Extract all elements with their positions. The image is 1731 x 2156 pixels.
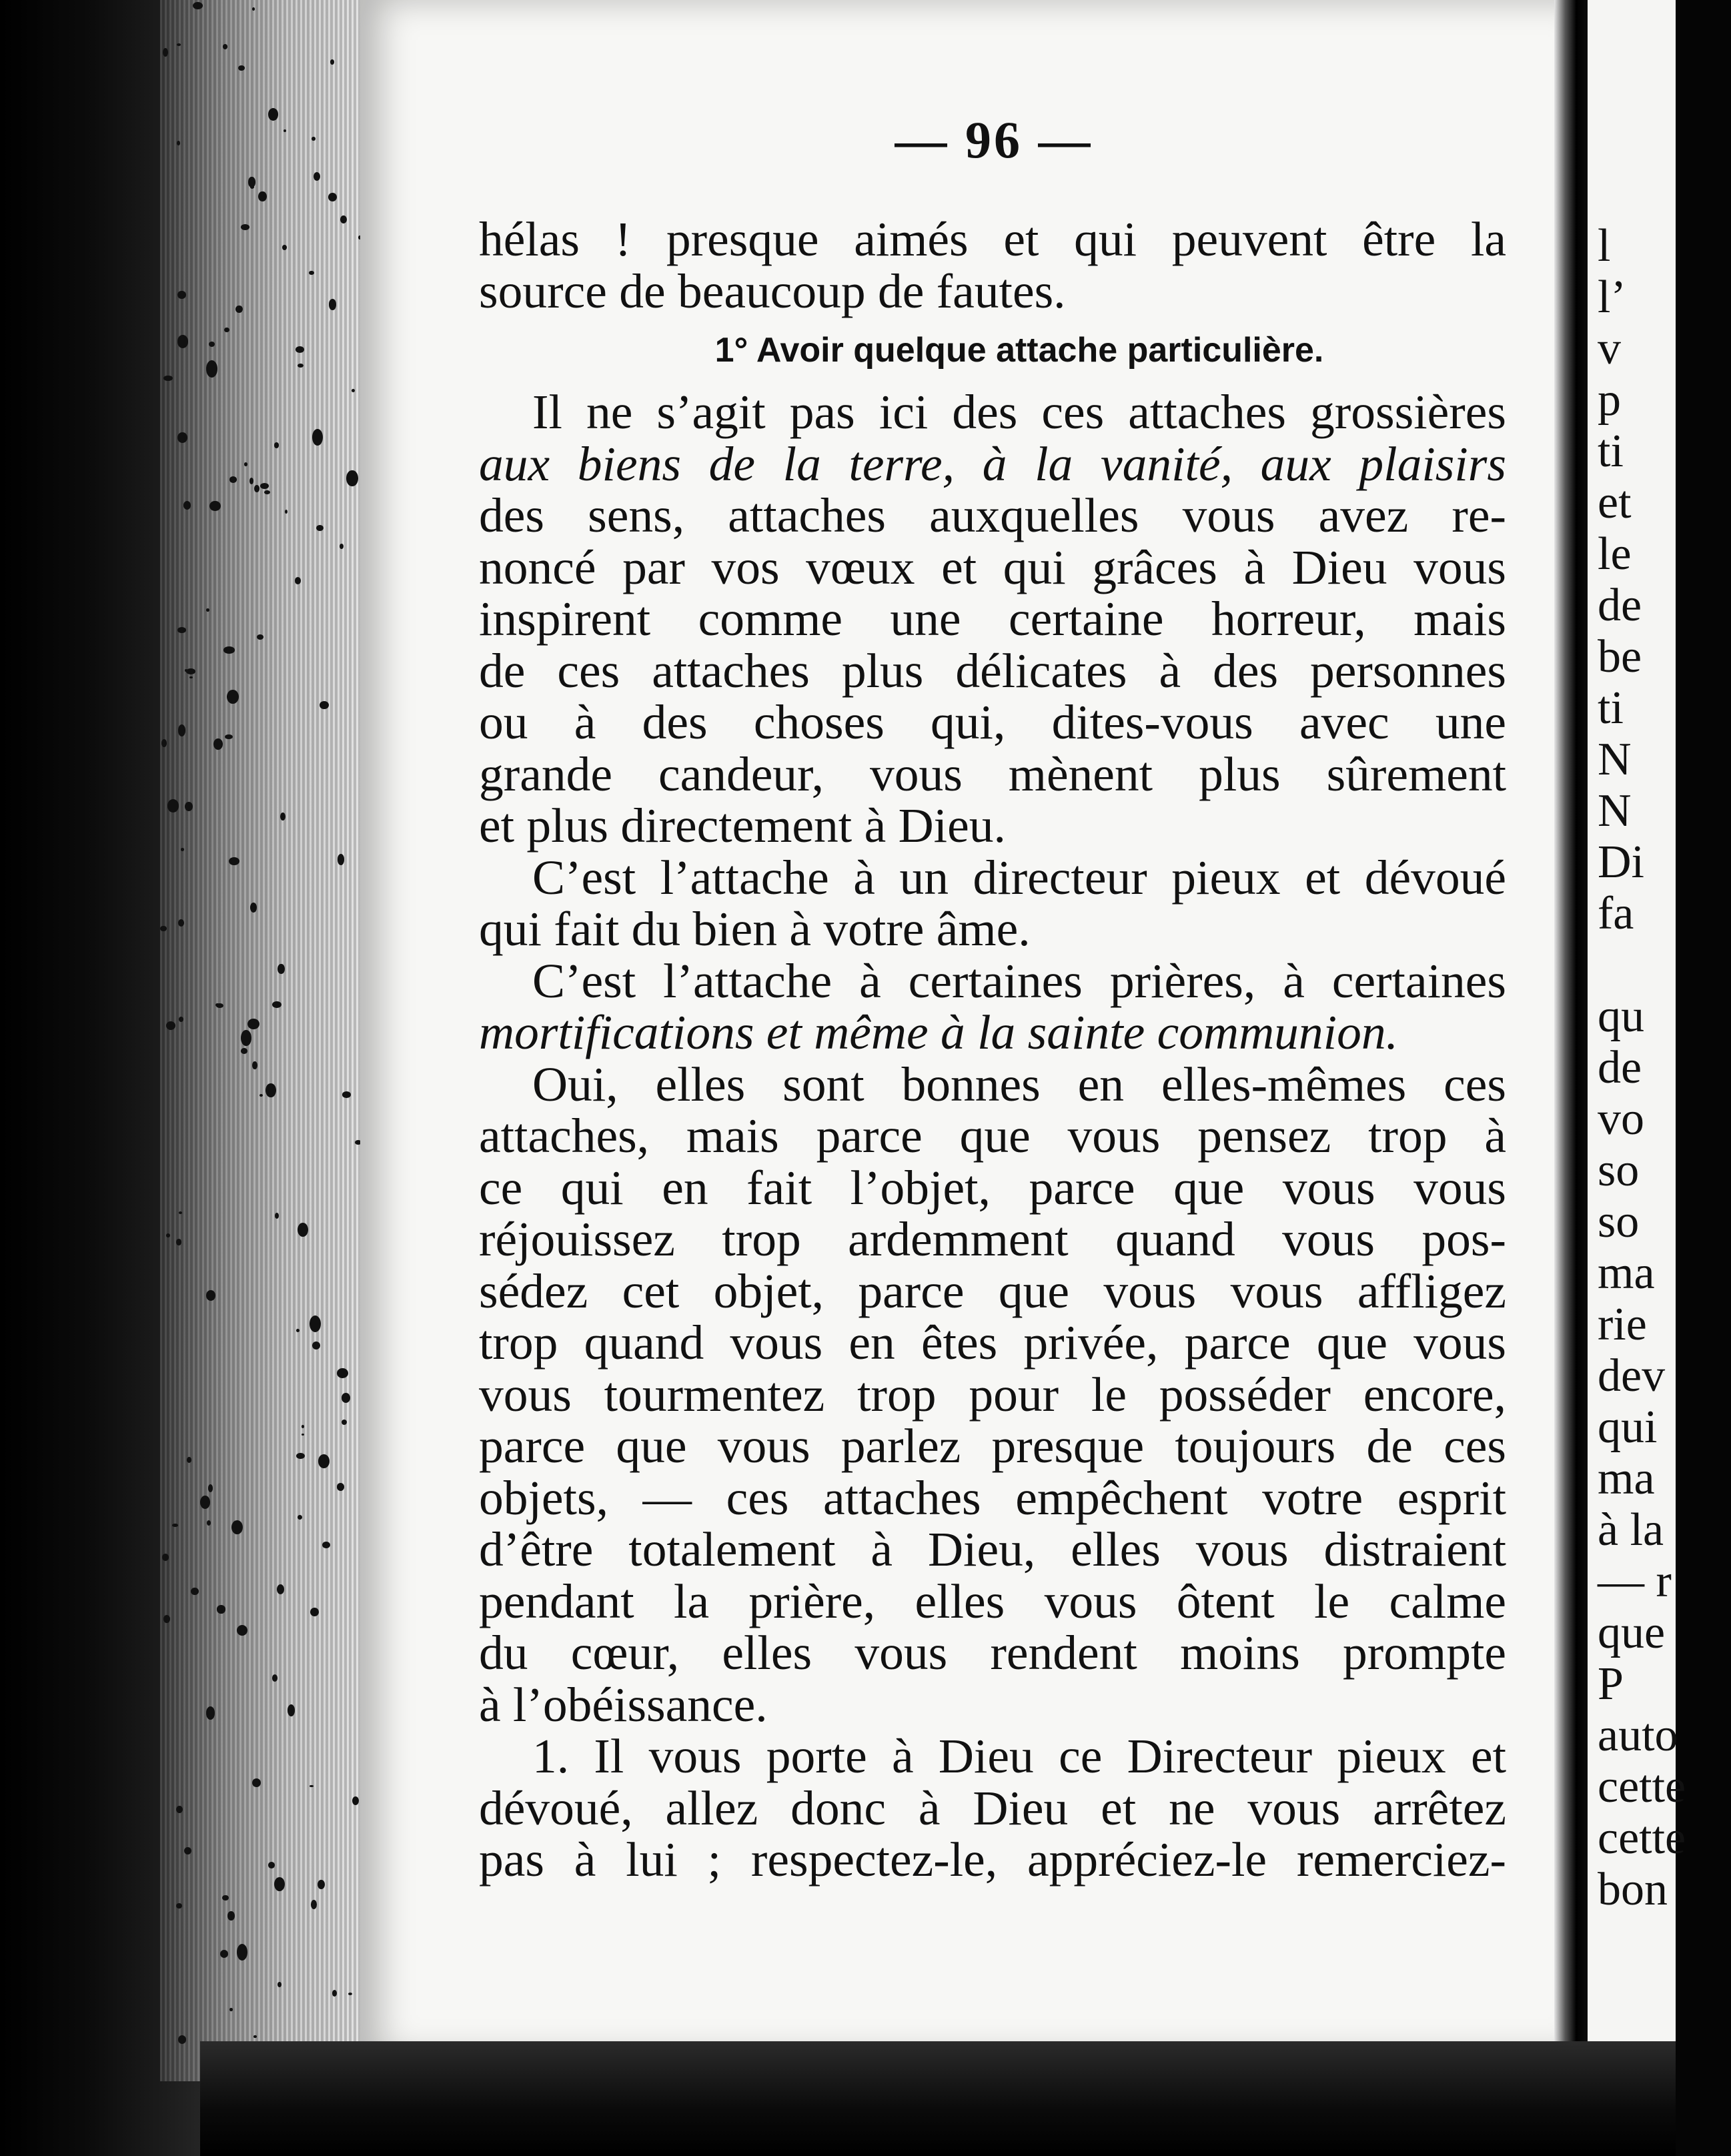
page-speck [274, 442, 279, 448]
page-speck [209, 342, 215, 347]
page-speck [302, 1434, 304, 1436]
page-speck [172, 1524, 178, 1527]
page-speck [272, 1001, 281, 1008]
page-speck [296, 1453, 304, 1459]
paragraph-directeur [479, 852, 1506, 955]
page-speck [302, 1425, 304, 1428]
page-speck [254, 485, 259, 492]
facing-page-fragment: l’ [1598, 272, 1626, 323]
page-speck [215, 1003, 219, 1007]
page-speck [231, 1520, 242, 1534]
page-speck [257, 634, 263, 640]
text-line: C’est l’attache à un directeur pieux et dévoué [532, 850, 1506, 905]
text-line: C’est l’attache à certaines prières, à certaines [532, 953, 1506, 1008]
page-speck [187, 1457, 192, 1463]
page-speck [318, 1880, 325, 1889]
page-speck [178, 2035, 186, 2044]
page-speck [337, 1483, 344, 1491]
page-speck [260, 483, 269, 489]
text-line: inspirent comme une certaine horreur, mais [479, 592, 1506, 646]
page-speck [179, 1017, 184, 1022]
text-line: dévoué, allez donc à Dieu et ne vous arrêtez [479, 1780, 1506, 1835]
page-speck [328, 193, 337, 201]
page-speck [268, 108, 278, 121]
page-bottom-edge [200, 2041, 1676, 2156]
page-speck [298, 1223, 308, 1237]
facing-page-fragment: rie [1598, 1299, 1647, 1350]
text-line: ce qui en fait l’objet, parce que vous vous [479, 1160, 1506, 1215]
page-fold [1554, 0, 1591, 2156]
text-line: sédez cet objet, parce que vous vous affligez [479, 1263, 1506, 1318]
page-speck [206, 1706, 215, 1719]
text-line: pas à lui ; respectez-le, appréciez-le remerciez- [479, 1832, 1506, 1886]
page-speck [283, 129, 286, 132]
page-speck [314, 172, 320, 181]
facing-page-fragment: bon [1598, 1864, 1668, 1915]
text-line: 1. Il vous porte à Dieu ce Directeur pieux et [532, 1729, 1506, 1783]
facing-page-fragment: de [1598, 580, 1642, 631]
page-speck [340, 544, 344, 549]
page-speck [296, 1329, 300, 1332]
page-speck [295, 577, 302, 584]
paragraph-attaches [479, 386, 1506, 852]
page-speck [332, 1990, 338, 1997]
facing-page-fragment [1598, 939, 1731, 991]
page-speck [342, 1420, 347, 1425]
page-speck [247, 1019, 259, 1029]
page-speck [337, 1368, 348, 1379]
facing-page-fragment: v [1598, 323, 1621, 374]
page-speck [178, 724, 185, 736]
page-speck [259, 1094, 263, 1097]
page-speck [209, 501, 220, 512]
page-speck [222, 1895, 228, 1901]
page-speck [177, 141, 180, 146]
facing-page-fragment: be [1598, 631, 1642, 682]
text-line: Oui, elles sont bonnes en elles-mêmes ces [532, 1057, 1506, 1111]
facing-page-fragment: auto [1598, 1710, 1678, 1761]
page-speck [316, 525, 324, 531]
page-speck [229, 476, 237, 483]
page-edges [160, 0, 374, 2081]
facing-page-fragment: fa [1598, 888, 1634, 939]
text-line: d’être totalement à Dieu, elles vous distraient [479, 1522, 1506, 1576]
page-speck [179, 1211, 182, 1214]
page-speck [342, 1393, 350, 1403]
paragraph-oui [479, 1059, 1506, 1731]
page-speck [161, 739, 167, 747]
page-speck [274, 1877, 285, 1891]
page-speck [252, 1061, 257, 1069]
page-speck [340, 215, 347, 223]
page-speck [220, 1950, 229, 1958]
page-speck [167, 799, 179, 812]
page-speck [176, 1239, 182, 1245]
facing-page-fragment: à la [1598, 1504, 1664, 1556]
text-line: parce que vous parlez presque toujours de ces [479, 1419, 1506, 1473]
page-speck [206, 360, 218, 378]
page-speck [312, 137, 315, 141]
facing-page-fragment: ma [1598, 1247, 1655, 1299]
text-line: attaches, mais parce que vous pensez trop à [479, 1109, 1506, 1163]
paragraph-prieres [479, 955, 1506, 1059]
page-speck [310, 1608, 319, 1616]
text-line: pendant la prière, elles vous ôtent le calme [479, 1574, 1506, 1628]
page-speck [285, 510, 287, 514]
page-speck [177, 43, 181, 46]
page-speck [241, 224, 249, 230]
page-speck [253, 2035, 257, 2039]
page-speck [207, 1520, 211, 1526]
facing-page-fragment: ti [1598, 426, 1624, 477]
page-speck [208, 1484, 213, 1492]
page-speck [160, 926, 167, 931]
page-speck [296, 346, 304, 353]
facing-page-fragment: de [1598, 1042, 1642, 1093]
text-line: grande candeur, vous mènent plus sûrement [479, 746, 1506, 801]
page-speck [310, 1315, 321, 1332]
page-speck [178, 919, 184, 927]
page-speck [206, 608, 209, 612]
page-speck [322, 1542, 330, 1549]
text-line: hélas ! presque aimés et qui peuvent être la [479, 212, 1506, 266]
page-speck [298, 1515, 302, 1520]
page-speck [310, 1785, 314, 1788]
page-speck [223, 646, 235, 653]
section-heading: 1° Avoir quelque attache particulière. [714, 331, 1324, 370]
text-line: ou à des choses qui, dites-vous avec une [479, 695, 1506, 749]
paragraph-numbered-1 [479, 1730, 1506, 1886]
page-speck [330, 59, 334, 65]
page-body [479, 213, 1506, 1886]
page-speck [181, 848, 185, 851]
text-line: réjouissez trop ardemment quand vous pos- [479, 1212, 1506, 1266]
facing-page-fragment: P [1598, 1658, 1624, 1710]
page-speck [352, 1796, 359, 1805]
page-speck [166, 1233, 171, 1237]
page-speck [184, 1847, 191, 1855]
page-speck [177, 291, 186, 299]
page-speck [311, 1900, 317, 1909]
text-line: trop quand vous en êtes privée, parce que vous [479, 1315, 1506, 1370]
page-speck [229, 857, 239, 865]
page-speck [277, 1982, 281, 1987]
page-speck [227, 690, 238, 704]
page-speck [163, 376, 172, 381]
page-speck [338, 854, 344, 865]
page-speck [223, 44, 227, 49]
page-speck [272, 1674, 278, 1682]
facing-page-fragment: que [1598, 1607, 1666, 1658]
facing-page-text [1598, 220, 1731, 1915]
page-speck [177, 627, 186, 633]
page-speck [217, 1605, 225, 1613]
page-speck [177, 432, 187, 442]
page-speck [241, 1030, 251, 1046]
page-speck [287, 1704, 296, 1716]
page-speck [189, 676, 193, 679]
page-speck [193, 2, 203, 9]
text-line: mortifications et même à la sainte communion. [479, 1005, 1398, 1059]
page-speck [177, 335, 189, 348]
page-speck [298, 364, 304, 368]
page-speck [176, 1903, 182, 1909]
page-speck [227, 1911, 234, 1921]
page-number: — 96 — [895, 111, 1093, 169]
facing-page-fragment: so [1598, 1145, 1640, 1196]
text-line: qui fait du bien à votre âme. [479, 902, 1031, 956]
text-line: des sens, attaches auxquelles vous avez re- [479, 488, 1506, 542]
facing-page-fragment: cette [1598, 1761, 1686, 1812]
facing-page-fragment: — r [1598, 1556, 1672, 1607]
page-speck [176, 1806, 183, 1813]
text-line: noncé par vos vœux et qui grâces à Dieu vous [479, 540, 1506, 594]
page-speck [277, 964, 284, 974]
page-speck [277, 1584, 284, 1594]
facing-page-fragment: N [1598, 785, 1632, 837]
page-speck [185, 802, 193, 811]
facing-page-fragment: qu [1598, 991, 1644, 1042]
page-speck [237, 1625, 247, 1636]
text-line: source de beaucoup de fautes. [479, 263, 1066, 318]
facing-page-fragment: ti [1598, 682, 1624, 734]
facing-page-fragment: vo [1598, 1093, 1644, 1145]
facing-page-fragment: so [1598, 1196, 1640, 1247]
page-speck [280, 813, 285, 821]
page-speck [183, 501, 191, 510]
page-speck [166, 1021, 175, 1030]
page-speck [225, 734, 233, 739]
page-speck [250, 903, 257, 913]
facing-page-fragment: p [1598, 374, 1621, 426]
facing-page-fragment: cette [1598, 1812, 1686, 1864]
page-speck [237, 1944, 247, 1961]
page-speck [241, 1048, 248, 1054]
page-speck [252, 1778, 261, 1787]
text-line: objets, — ces attaches empêchent votre esprit [479, 1470, 1506, 1525]
page-speck [235, 306, 243, 313]
page-speck [352, 389, 356, 393]
opening-paragraph [479, 213, 1506, 317]
page-speck [244, 462, 247, 466]
page-speck [224, 328, 229, 332]
page-speck [162, 1554, 169, 1561]
page-speck [346, 470, 358, 487]
facing-page-fragment: N [1598, 734, 1632, 785]
page-speck [348, 1993, 352, 1995]
facing-page-fragment: le [1598, 528, 1632, 580]
page-speck [206, 1290, 215, 1301]
page-speck [186, 668, 195, 674]
page-speck [191, 1588, 199, 1595]
text-line: de ces attaches plus délicates à des personnes [479, 643, 1506, 698]
text-line: à l’obéissance. [479, 1677, 768, 1732]
page-speck [258, 191, 266, 201]
text-line: vous tourmentez trop pour le posséder encore, [479, 1367, 1506, 1422]
facing-page-fragment: l [1598, 220, 1611, 272]
page-speck [312, 1341, 320, 1350]
page-speck [238, 65, 245, 71]
page-speck [265, 1083, 276, 1097]
page-speck [229, 2008, 233, 2011]
facing-page-fragment: Di [1598, 837, 1644, 888]
page-speck [252, 7, 255, 10]
page-speck [309, 271, 314, 275]
text-line: aux biens de la terre, à la vanité, aux plaisirs [479, 436, 1506, 491]
page-speck [163, 48, 168, 57]
page-speck [163, 1615, 170, 1623]
facing-page-fragment: qui [1598, 1402, 1658, 1453]
page-speck [342, 1091, 351, 1098]
page-speck [275, 1213, 279, 1219]
page-speck [329, 299, 337, 310]
facing-page-fragment: ma [1598, 1453, 1655, 1504]
page-speck [268, 1862, 275, 1868]
text-line: Il ne s’agit pas ici des ces attaches grossières [532, 385, 1506, 439]
text-line: et plus directement à Dieu. [479, 798, 1006, 853]
page-speck [249, 478, 253, 484]
page-speck [213, 738, 223, 750]
page-speck [312, 429, 323, 446]
page-speck [264, 490, 270, 494]
text-line: du cœur, elles vous rendent moins prompte [479, 1626, 1506, 1680]
page-speck [320, 701, 328, 709]
facing-page-fragment: dev [1598, 1350, 1666, 1402]
page-speck [318, 1454, 330, 1468]
page-speck [248, 177, 255, 187]
page-speck [282, 245, 287, 250]
facing-page-fragment: et [1598, 477, 1632, 528]
page-speck [200, 1496, 210, 1508]
